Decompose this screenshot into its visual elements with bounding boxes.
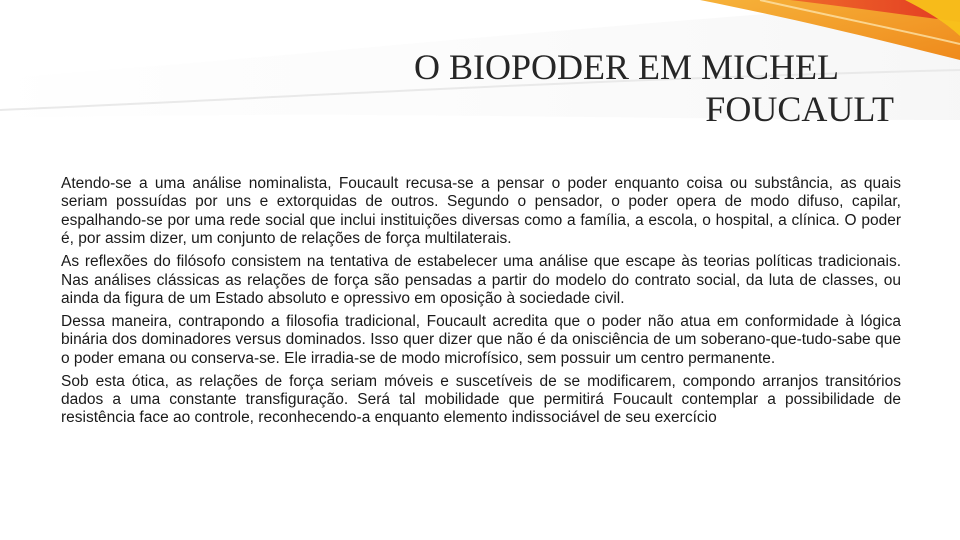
body-text xyxy=(61,175,901,432)
slide-title-line-2: FOUCAULT xyxy=(705,89,894,129)
slide-title xyxy=(300,46,900,130)
slide-title-line-1: O BIOPODER EM MICHEL xyxy=(414,47,840,87)
paragraph-1: Atendo-se a uma análise nominalista, Foucault recusa-se a pensar o poder enquanto coisa ou substância, as quais seriam possuídas por uns e extorquidas de outros. Segundo o pensador, o poder opera de modo difuso, capilar, espalhando-se por uma rede social que inclui instituições diversas como a família, a escola, o hospital, a clínica. O poder é, por assim dizer, um conjunto de relações de força multilaterais. xyxy=(61,175,901,248)
paragraph-2: As reflexões do filósofo consistem na tentativa de estabelecer uma análise que escape às teorias políticas tradicionais. Nas análises clássicas as relações de força são pensadas a partir do modelo do contrato social, da luta de classes, ou ainda da figura de um Estado absoluto e opressivo em oposição à sociedade civil. xyxy=(61,253,901,307)
paragraph-3: Dessa maneira, contrapondo a filosofia tradicional, Foucault acredita que o poder não atua em conformidade à lógica binária dos dominadores versus dominados. Isso quer dizer que não é da onisciência de um soberano-que-tudo-sabe que o poder emana ou conserva-se. Ele irradia-se de modo microfísico, sem possuir um centro permanente. xyxy=(61,312,901,367)
paragraph-4: Sob esta ótica, as relações de força seriam móveis e suscetíveis de se modificarem, compondo arranjos transitórios dados a uma constante transfiguração. Será tal mobilidade que permitirá Foucault contemplar a possibilidade de resistência face ao controle, reconhecendo-a enquanto elemento indissociável de seu exercício xyxy=(61,372,901,427)
